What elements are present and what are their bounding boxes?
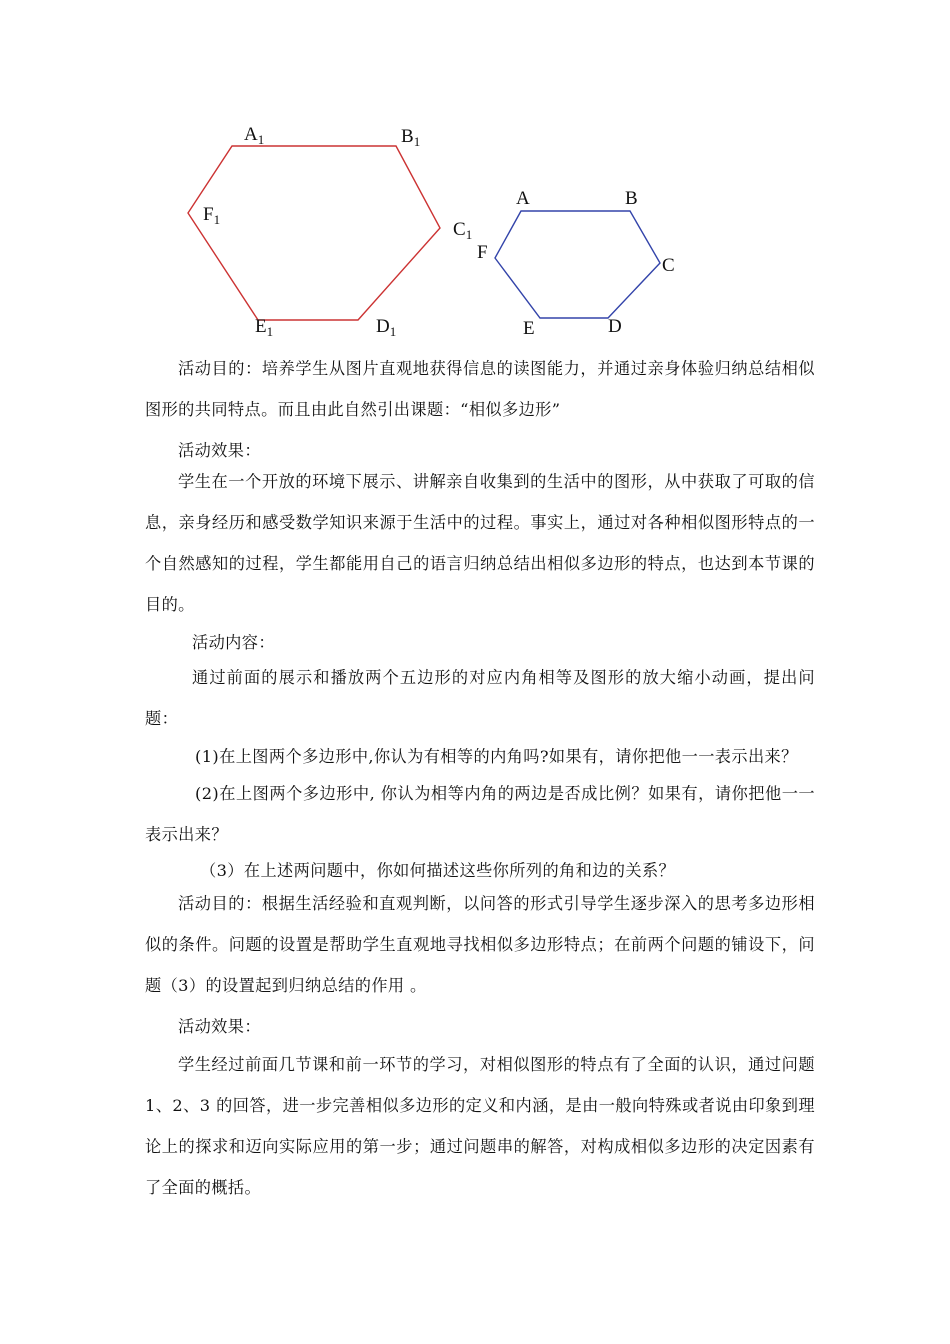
- small-hexagon: [495, 211, 660, 318]
- label-b1: $B_1$: [401, 126, 421, 149]
- heading-activity-content: 活动内容：: [192, 633, 275, 652]
- label-a1: $A_1$: [244, 124, 265, 147]
- label-f: F: [477, 242, 488, 263]
- label-d: D: [608, 316, 622, 337]
- paragraph-activity-goal-1: 活动目的：培养学生从图片直观地获得信息的读图能力，并通过亲身体验归纳总结相似图形的共同特点。而且由此自然引出课题：“相似多边形”: [145, 359, 815, 419]
- label-c1: $C_1$: [453, 219, 473, 242]
- question-3: （3）在上述两问题中，你如何描述这些你所列的角和边的关系？: [200, 861, 676, 880]
- big-hexagon: [188, 146, 440, 320]
- question-2: (2)在上图两个多边形中, 你认为相等内角的两边是否成比例？如果有，请你把他一一表示出来？: [145, 784, 815, 844]
- paragraph-activity-effect-1: 学生在一个开放的环境下展示、讲解亲自收集到的生活中的图形，从中获取了可取的信息，亲身经历和感受数学知识来源于生活中的过程。事实上，通过对各种相似图形特点的一个自然感知的过程，学生都能用自己的语言归纳总结出相似多边形的特点，也达到本节课的目的。: [145, 472, 815, 614]
- paragraph-activity-goal-2: 活动目的：根据生活经验和直观判断，以问答的形式引导学生逐步深入的思考多边形相似的条件。问题的设置是帮助学生直观地寻找相似多边形特点；在前两个问题的铺设下，问题（3）的设置起到归纳总结的作用 。: [145, 894, 815, 995]
- label-e: E: [523, 318, 535, 339]
- question-1: (1)在上图两个多边形中,你认为有相等的内角吗?如果有，请你把他一一表示出来？: [195, 747, 798, 766]
- paragraph-activity-content: 通过前面的展示和播放两个五边形的对应内角相等及图形的放大缩小动画，提出问题：: [145, 668, 815, 728]
- label-f1: $F_1$: [203, 204, 221, 227]
- heading-activity-effect-2: 活动效果：: [178, 1017, 261, 1036]
- label-b: B: [625, 188, 638, 209]
- similar-hexagons-figure: [0, 0, 950, 350]
- label-d1: $D_1$: [376, 316, 397, 339]
- heading-activity-effect-1: 活动效果：: [178, 441, 261, 460]
- paragraph-activity-effect-2: 学生经过前面几节课和前一环节的学习，对相似图形的特点有了全面的认识，通过问题 1、2、3 的回答，进一步完善相似多边形的定义和内涵，是由一般向特殊或者说由印象到理论上的探求和迈向实际应用的第一步；通过问题串的解答，对构成相似多边形的决定因素有了全面的概括。: [145, 1055, 815, 1197]
- label-c: C: [662, 255, 675, 276]
- label-a: A: [516, 188, 530, 209]
- label-e1: $E_1$: [255, 316, 274, 339]
